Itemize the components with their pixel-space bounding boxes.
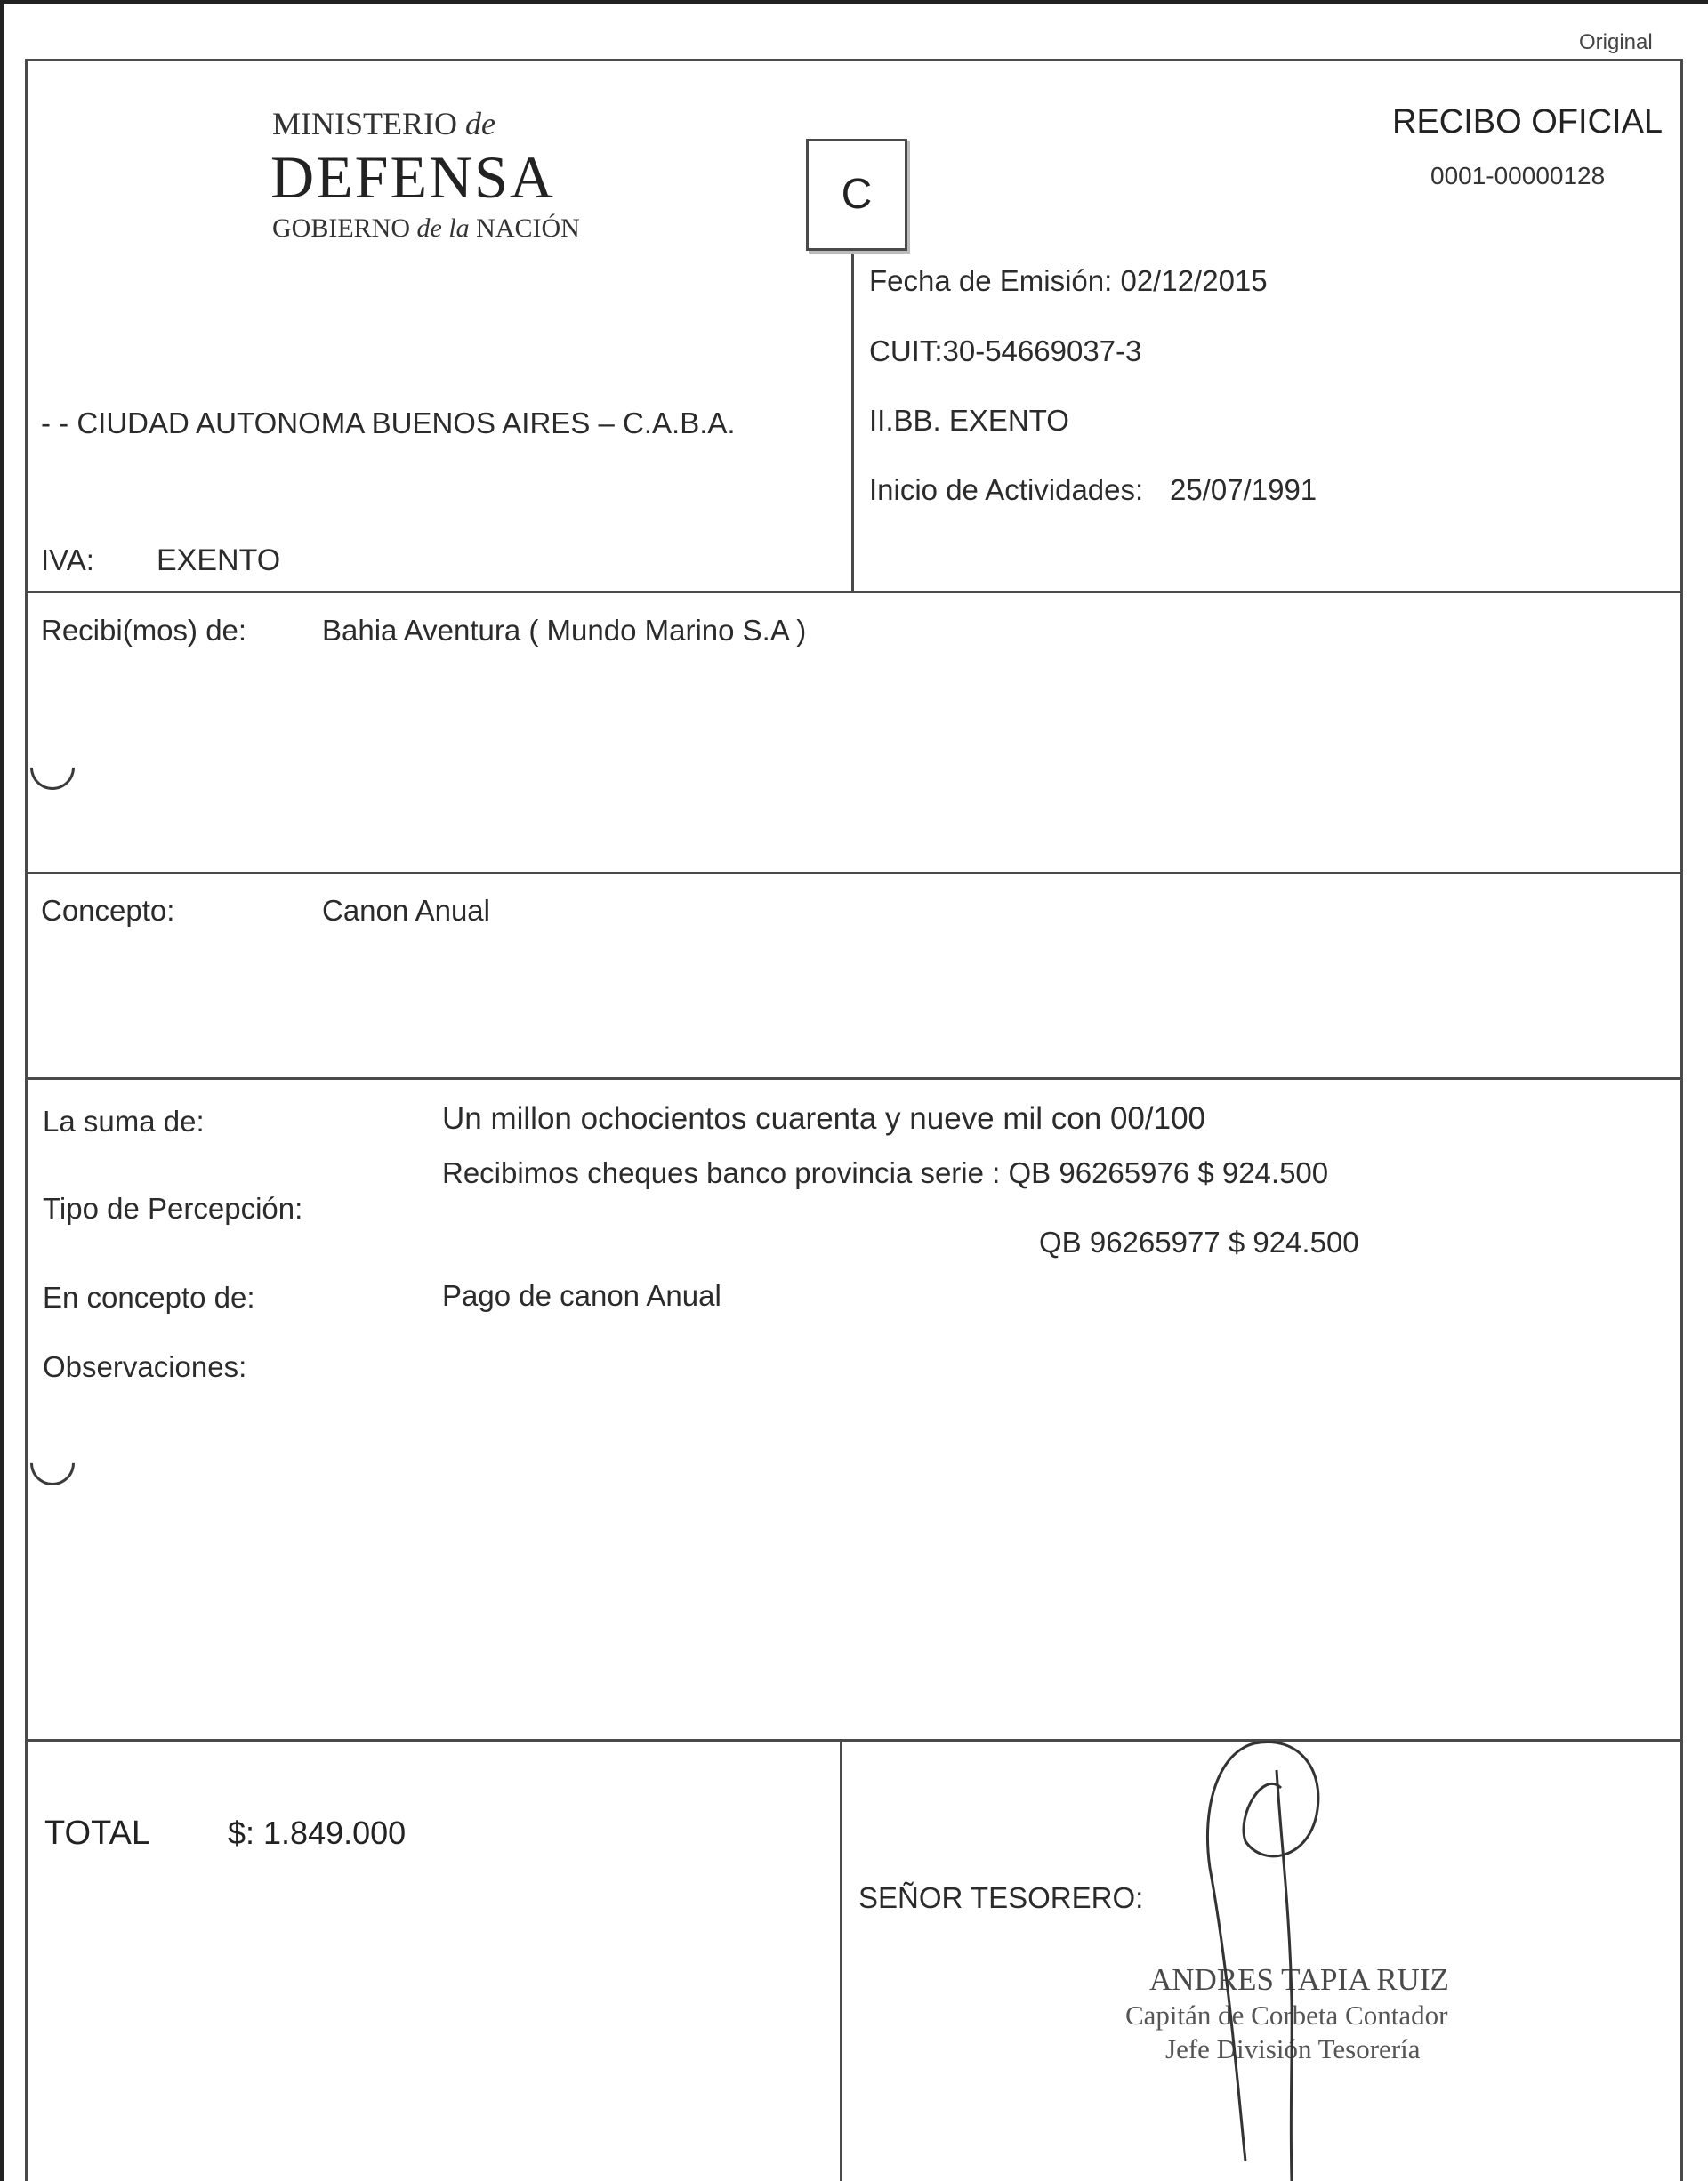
concept-value: Canon Anual	[322, 894, 490, 927]
form-border-right	[1680, 59, 1683, 2181]
stamp-name: ANDRES TAPIA RUIZ	[1149, 1962, 1449, 1997]
page-edge-left	[0, 0, 4, 2181]
divider-received	[25, 872, 1683, 874]
in-concept-value: Pago de canon Anual	[442, 1279, 721, 1312]
iibb: II.BB. EXENTO	[869, 404, 1069, 437]
punch-hole-lower	[21, 1432, 85, 1495]
sum-label: La suma de:	[43, 1105, 205, 1138]
ministry-line-1-a: MINISTERIO	[272, 106, 457, 141]
ministry-line-3	[272, 213, 580, 244]
form-border-top	[25, 59, 1683, 61]
iva-label: IVA:	[41, 543, 94, 576]
issue-date: Fecha de Emisión: 02/12/2015	[869, 264, 1268, 297]
page-edge-top	[0, 0, 1708, 4]
divider-details	[25, 1739, 1683, 1742]
start-activities-label: Inicio de Actividades:	[869, 473, 1144, 506]
punch-hole-upper	[21, 736, 85, 800]
divider-header-vertical	[851, 251, 854, 592]
cheques-line-1: Recibimos cheques banco provincia serie : QB 96265976 $ 924.500	[442, 1156, 1329, 1189]
form-border-left	[25, 59, 28, 2181]
concept-label: Concepto:	[41, 894, 175, 927]
divider-concept	[25, 1077, 1683, 1080]
ministry-line-3-a: GOBIERNO	[272, 213, 410, 243]
treasurer-label: SEÑOR TESORERO:	[858, 1881, 1144, 1914]
divider-footer-vertical	[840, 1740, 842, 2181]
ministry-line-3-c: NACIÓN	[476, 213, 580, 243]
total-label: TOTAL	[44, 1815, 150, 1852]
ministry-line-3-b: de la	[416, 213, 470, 243]
stamp-role: Jefe División Tesorería	[1165, 2033, 1421, 2064]
receipt-letter: C	[841, 171, 873, 218]
receipt-number: 0001-00000128	[1430, 162, 1606, 189]
start-activities-value: 25/07/1991	[1170, 473, 1317, 506]
ministry-line-1	[272, 105, 495, 142]
stamp-rank: Capitán de Corbeta Contador	[1125, 2000, 1448, 2031]
perception-label: Tipo de Percepción:	[43, 1192, 303, 1225]
copy-label: Original	[1579, 30, 1653, 54]
ministry-line-1-b: de	[464, 106, 495, 141]
receipt-title: RECIBO OFICIAL	[1392, 103, 1664, 141]
cheques-line-2: QB 96265977 $ 924.500	[1039, 1226, 1359, 1259]
sum-value: Un millon ochocientos cuarenta y nueve mil con 00/100	[442, 1101, 1205, 1136]
signature-scribble	[1192, 1734, 1334, 2181]
received-from-label: Recibi(mos) de:	[41, 614, 247, 647]
iva-value: EXENTO	[157, 543, 281, 577]
received-from-value: Bahia Aventura ( Mundo Marino S.A )	[322, 614, 807, 647]
total-value: $: 1.849.000	[228, 1815, 407, 1851]
ministry-main: DEFENSA	[270, 143, 556, 211]
issuer-address: - - CIUDAD AUTONOMA BUENOS AIRES – C.A.B.A.	[41, 406, 736, 439]
divider-header	[25, 591, 1683, 593]
in-concept-label: En concepto de:	[43, 1281, 255, 1314]
cuit: CUIT:30-54669037-3	[869, 334, 1142, 367]
observations-label: Observaciones:	[43, 1350, 247, 1383]
receipt-letter-box	[806, 139, 907, 251]
